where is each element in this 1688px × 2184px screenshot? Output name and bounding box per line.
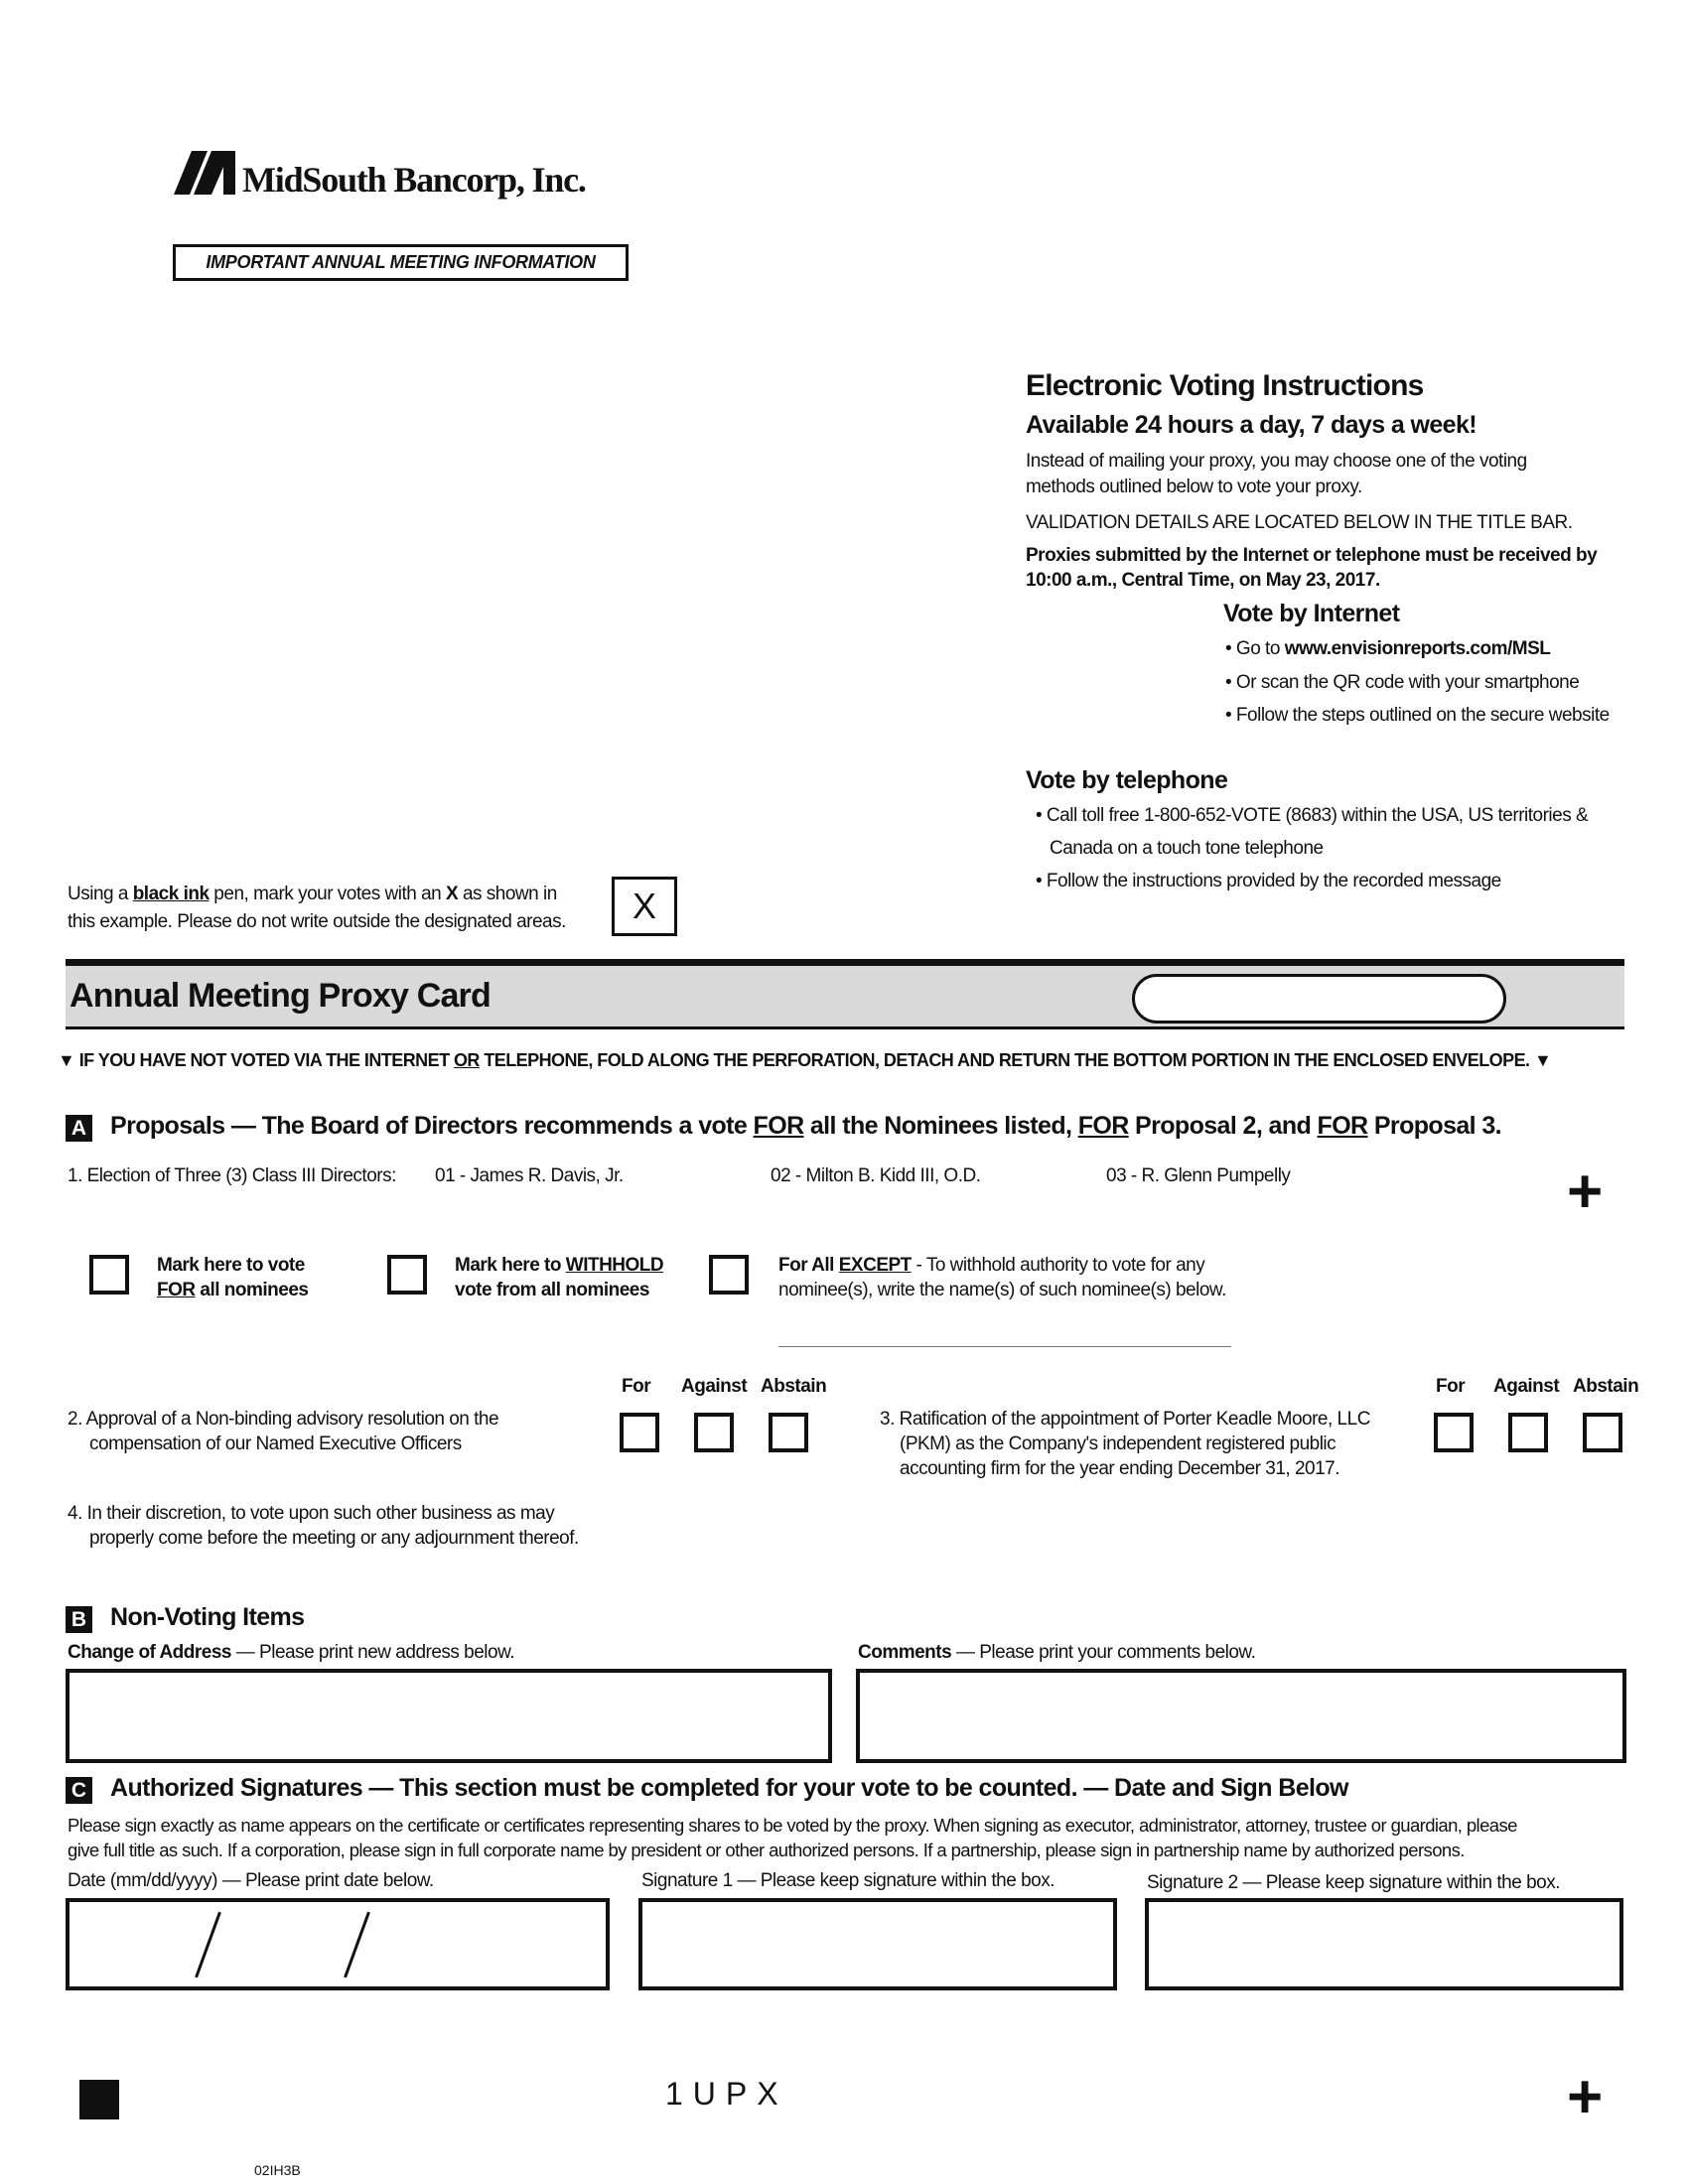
signature-2-field[interactable] (1145, 1898, 1623, 1990)
instr-p3: as shown in (458, 884, 557, 904)
fold-or: OR (453, 1050, 480, 1070)
ev-intro-1: Instead of mailing your proxy, you may choose one of the voting (1026, 451, 1527, 472)
nominee-02: 02 - Milton B. Kidd III, O.D. (771, 1165, 981, 1186)
address-bold: Change of Address (68, 1642, 231, 1663)
vote-for-all-checkbox[interactable] (89, 1255, 129, 1295)
telephone-bullet-1b: Canada on a touch tone telephone (1050, 838, 1324, 859)
form-code: 1UPX (665, 2076, 788, 2112)
for-all-except-checkbox[interactable] (709, 1255, 749, 1295)
proposal-4-line-1: 4. In their discretion, to vote upon such other business as may (68, 1503, 555, 1524)
internet-bullet-2: • Or scan the QR code with your smartphone (1225, 672, 1580, 693)
comments-field[interactable] (856, 1669, 1626, 1763)
nominee-03: 03 - R. Glenn Pumpelly (1106, 1165, 1291, 1186)
change-of-address-field[interactable] (66, 1669, 832, 1763)
ev-intro-2: methods outlined below to vote your proxy. (1026, 477, 1362, 497)
section-c-badge: C (66, 1777, 92, 1804)
date-field[interactable] (66, 1898, 610, 1990)
address-rest: — Please print new address below. (231, 1642, 515, 1663)
proposal-2-line-2: compensation of our Named Executive Officers (89, 1433, 462, 1454)
internet-bullet-1 (1225, 638, 1550, 660)
withhold-line-2: vote from all nominees (455, 1280, 649, 1300)
for-rest: all nominees (195, 1280, 309, 1300)
section-a-title (110, 1112, 1501, 1141)
sa-t4: Proposal 3. (1367, 1112, 1502, 1140)
title-bar-rule (66, 959, 1624, 966)
company-logo-icon (174, 151, 235, 195)
withhold-all-checkbox[interactable] (387, 1255, 427, 1295)
proposal-2-line-1: 2. Approval of a Non-binding advisory resolution on the (68, 1409, 499, 1430)
ev-title: Electronic Voting Instructions (1026, 369, 1424, 402)
telephone-bullet-1a: • Call toll free 1-800-652-VOTE (8683) within the USA, US territories & (1036, 805, 1589, 826)
comments-label (858, 1640, 1255, 1665)
section-b-badge: B (66, 1606, 92, 1633)
withhold-underlined: WITHHOLD (565, 1255, 664, 1276)
withhold-prefix: Mark here to (455, 1255, 566, 1276)
comments-rest: — Please print your comments below. (951, 1642, 1256, 1663)
col-abstain-left: Abstain (761, 1376, 827, 1397)
telephone-bullet-2: • Follow the instructions provided by the recorded message (1036, 871, 1501, 891)
date-label: Date (mm/dd/yyyy) — Please print date below. (68, 1870, 434, 1891)
company-name: MidSouth Bancorp, Inc. (242, 160, 586, 200)
instr-p1: Using a (68, 884, 133, 904)
col-abstain-right: Abstain (1573, 1376, 1639, 1397)
except-prefix: For All (778, 1255, 839, 1276)
except-line-2: nominee(s), write the name(s) of such nominee(s) below. (778, 1280, 1226, 1300)
for-underlined: FOR (157, 1280, 196, 1300)
except-rest: - To withhold authority to vote for any (911, 1255, 1205, 1276)
important-meeting-label: IMPORTANT ANNUAL MEETING INFORMATION (173, 244, 629, 281)
internet-url-link[interactable]: www.envisionreports.com/MSL (1284, 638, 1551, 659)
sa-t3: Proposal 2, and (1128, 1112, 1318, 1140)
vote-for-all-line-2 (157, 1278, 308, 1302)
vote-telephone-title: Vote by telephone (1026, 766, 1228, 794)
withhold-line-1 (455, 1253, 663, 1278)
plus-registration-icon: + (1567, 1158, 1604, 1226)
sa-for-3: FOR (1317, 1112, 1368, 1140)
small-form-code: 02IH3B (254, 2162, 301, 2178)
internet-bullet-1-prefix: • Go to (1225, 638, 1285, 659)
instructions-line-2: this example. Please do not write outside the designated areas. (68, 911, 566, 932)
section-a-badge: A (66, 1115, 92, 1142)
section-c-title: Authorized Signatures — This section must be completed for your vote to be counted. — Date and Sign Below (110, 1774, 1348, 1802)
down-arrow-icon: ▼ (58, 1050, 75, 1070)
instr-x: X (445, 884, 459, 904)
sa-t1: Proposals — The Board of Directors recommends a vote (110, 1112, 754, 1140)
fold-p2: TELEPHONE, FOLD ALONG THE PERFORATION, DETACH AND RETURN THE BOTTOM PORTION IN THE ENCLOSED ENVELOPE. (479, 1050, 1534, 1070)
registration-square (79, 2080, 119, 2119)
instructions-line-1 (68, 882, 557, 906)
proposal-3-line-3: accounting firm for the year ending December 31, 2017. (900, 1458, 1339, 1479)
proposal-3-line-1: 3. Ratification of the appointment of Porter Keadle Moore, LLC (880, 1409, 1370, 1430)
proposal-3-for-checkbox[interactable] (1434, 1413, 1474, 1452)
col-against-left: Against (681, 1376, 748, 1397)
plus-registration-icon-bottom: + (1567, 2063, 1604, 2131)
ev-validation: VALIDATION DETAILS ARE LOCATED BELOW IN THE TITLE BAR. (1026, 512, 1573, 533)
proposal-3-line-2: (PKM) as the Company's independent registered public (900, 1433, 1336, 1454)
election-label: 1. Election of Three (3) Class III Directors: (68, 1165, 396, 1186)
signature-instructions-1: Please sign exactly as name appears on the certificate or certificates representing shares to be voted by the proxy. When signing as executor, administrator, attorney, trustee or guardian, please (68, 1815, 1517, 1836)
proxy-card-title: Annual Meeting Proxy Card (70, 977, 491, 1015)
change-of-address-label (68, 1640, 514, 1665)
comments-bold: Comments (858, 1642, 952, 1663)
proposal-3-against-checkbox[interactable] (1508, 1413, 1548, 1452)
sa-for-2: FOR (1077, 1112, 1129, 1140)
col-for-left: For (622, 1376, 651, 1397)
validation-pill (1132, 974, 1506, 1024)
except-line-1 (778, 1253, 1204, 1278)
signature-1-field[interactable] (638, 1898, 1117, 1990)
example-x-box: X (612, 877, 677, 936)
signature-2-label: Signature 2 — Please keep signature within the box. (1147, 1872, 1560, 1893)
except-write-in-line[interactable] (778, 1346, 1231, 1347)
signature-instructions-2: give full title as such. If a corporation, please sign in full corporate name by president or other authorized persons. If a partnership, please sign in partnership name by authorized persons. (68, 1840, 1465, 1860)
internet-bullet-3: • Follow the steps outlined on the secure website (1225, 705, 1610, 726)
proposal-3-abstain-checkbox[interactable] (1583, 1413, 1622, 1452)
ev-subtitle: Available 24 hours a day, 7 days a week! (1026, 411, 1477, 439)
section-b-title: Non-Voting Items (110, 1603, 305, 1631)
col-against-right: Against (1493, 1376, 1560, 1397)
ev-deadline-1: Proxies submitted by the Internet or telephone must be received by (1026, 545, 1598, 566)
nominee-01: 01 - James R. Davis, Jr. (435, 1165, 624, 1186)
instr-black-ink: black ink (132, 884, 210, 904)
sa-t2: all the Nominees listed, (803, 1112, 1078, 1140)
except-underlined: EXCEPT (838, 1255, 912, 1276)
vote-internet-title: Vote by Internet (1223, 600, 1400, 627)
proposal-2-for-checkbox[interactable] (620, 1413, 659, 1452)
signature-1-label: Signature 1 — Please keep signature within the box. (641, 1870, 1055, 1891)
col-for-right: For (1436, 1376, 1466, 1397)
proposal-2-against-checkbox[interactable] (694, 1413, 734, 1452)
sa-for-1: FOR (753, 1112, 804, 1140)
ev-deadline-2: 10:00 a.m., Central Time, on May 23, 2017. (1026, 570, 1380, 591)
down-arrow-icon: ▼ (1533, 1050, 1552, 1070)
fold-instruction (58, 1050, 1551, 1071)
vote-for-all-line-1: Mark here to vote (157, 1255, 305, 1276)
fold-p1: IF YOU HAVE NOT VOTED VIA THE INTERNET (74, 1050, 454, 1070)
proposal-2-abstain-checkbox[interactable] (769, 1413, 808, 1452)
proposal-4-line-2: properly come before the meeting or any adjournment thereof. (89, 1528, 579, 1549)
instr-p2: pen, mark your votes with an (209, 884, 446, 904)
